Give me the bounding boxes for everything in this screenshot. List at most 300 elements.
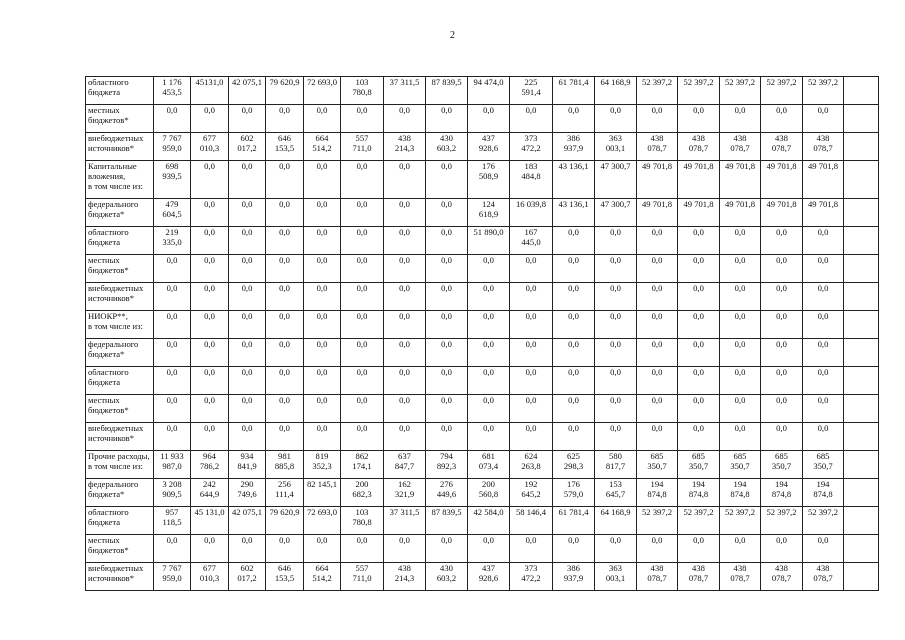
row-label-line: Прочие расходы,	[88, 451, 150, 461]
table-cell	[595, 283, 637, 311]
cell-value: 0,0	[399, 283, 410, 293]
table-cell	[266, 283, 304, 311]
cell-value: 449,6	[436, 489, 457, 499]
cell-value: 0,0	[316, 199, 328, 209]
table-cell	[384, 255, 426, 283]
table-cell	[678, 133, 720, 161]
table-cell	[761, 535, 803, 563]
table-cell	[191, 133, 229, 161]
cell-value: 176	[482, 161, 495, 171]
row-label	[86, 227, 154, 255]
table-cell	[553, 451, 595, 479]
table-cell	[720, 563, 761, 591]
table-cell	[426, 283, 468, 311]
table-cell	[191, 105, 229, 133]
table-cell	[510, 105, 553, 133]
table-cell	[426, 479, 468, 507]
cell-value: 49 701,8	[766, 161, 797, 171]
row-label-line: местных	[88, 255, 120, 265]
cell-value: 37 311,5	[389, 507, 420, 517]
cell-value: 200	[482, 479, 495, 489]
table-cell	[154, 199, 191, 227]
table-cell	[468, 395, 510, 423]
cell-value: 874,8	[647, 489, 667, 499]
table-cell	[720, 105, 761, 133]
cell-value: 225	[524, 77, 538, 87]
table-cell	[510, 563, 553, 591]
row-label-line: в том числе из:	[88, 181, 143, 191]
table-row	[86, 227, 879, 255]
cell-value: 64 168,9	[600, 507, 631, 517]
cell-value: 0,0	[441, 367, 452, 377]
cell-value: 078,7	[771, 573, 792, 583]
table-cell	[761, 423, 803, 451]
cell-value: 0,0	[279, 311, 290, 321]
cell-value: 0,0	[399, 535, 410, 545]
table-cell	[266, 563, 304, 591]
table-cell	[154, 311, 191, 339]
table-cell	[341, 479, 384, 507]
cell-value: 0,0	[241, 535, 253, 545]
cell-value: 0,0	[610, 283, 621, 293]
cell-value: 0,0	[610, 311, 621, 321]
cell-value: 0,0	[241, 311, 253, 321]
table-cell	[595, 507, 637, 535]
cell-value: 0,0	[525, 105, 537, 115]
cell-value: 87 839,5	[431, 507, 462, 517]
cell-value: 0,0	[734, 367, 746, 377]
table-cell	[761, 133, 803, 161]
row-label-line: источников*	[88, 143, 135, 153]
cell-value: 964	[203, 451, 216, 461]
cell-value: 42 075,1	[231, 77, 263, 87]
cell-value: 685	[650, 451, 664, 461]
table-cell	[266, 395, 304, 423]
table-cell	[341, 339, 384, 367]
cell-value: 276	[440, 479, 453, 489]
table-cell	[304, 451, 341, 479]
cell-value: 0,0	[166, 311, 178, 321]
table-cell	[468, 161, 510, 199]
table-cell	[720, 535, 761, 563]
cell-value: 162	[398, 479, 411, 489]
cell-value: 0,0	[316, 161, 328, 171]
cell-value: 0,0	[525, 535, 537, 545]
cell-value: 0,0	[204, 227, 215, 237]
table-cell	[637, 77, 678, 105]
cell-value: 928,6	[478, 573, 499, 583]
table-cell	[229, 563, 266, 591]
table-cell	[229, 423, 266, 451]
cell-value: 987,0	[162, 461, 182, 471]
table-cell	[510, 507, 553, 535]
table-cell	[761, 255, 803, 283]
cell-value: 937,9	[563, 143, 584, 153]
cell-value: 957	[165, 507, 179, 517]
cell-value: 0,0	[525, 339, 537, 349]
cell-value: 373	[524, 133, 538, 143]
table-cell	[553, 161, 595, 199]
table-cell	[191, 423, 229, 451]
cell-value: 0,0	[568, 255, 579, 265]
table-cell	[384, 199, 426, 227]
table-cell	[637, 255, 678, 283]
row-label-line: бюджета*	[88, 209, 125, 219]
table-cell	[191, 507, 229, 535]
row-label-line: федерального	[88, 479, 139, 489]
table-cell	[341, 563, 384, 591]
cell-value: 0,0	[610, 339, 621, 349]
page-number: 2	[450, 30, 455, 41]
table-cell	[384, 283, 426, 311]
table-cell	[844, 507, 879, 535]
cell-value: 335,0	[162, 237, 182, 247]
table-cell	[510, 133, 553, 161]
table-cell	[341, 283, 384, 311]
table-cell	[510, 199, 553, 227]
cell-value: 0,0	[817, 255, 829, 265]
cell-value: 0,0	[693, 283, 704, 293]
table-cell	[553, 77, 595, 105]
cell-value: 0,0	[241, 199, 253, 209]
table-cell	[595, 339, 637, 367]
cell-value: 0,0	[651, 395, 663, 405]
table-cell	[341, 367, 384, 395]
cell-value: 557	[355, 563, 369, 573]
cell-value: 0,0	[776, 339, 787, 349]
row-label-line: бюджетов*	[88, 545, 129, 555]
cell-value: 438	[816, 563, 830, 573]
table-cell	[468, 507, 510, 535]
cell-value: 017,2	[237, 143, 257, 153]
cell-value: 0,0	[693, 395, 704, 405]
cell-value: 7 767	[162, 133, 182, 143]
row-label	[86, 423, 154, 451]
cell-value: 698	[165, 161, 179, 171]
row-label-line: бюджета*	[88, 489, 125, 499]
table-cell	[304, 255, 341, 283]
table-cell	[761, 227, 803, 255]
cell-value: 0,0	[356, 227, 368, 237]
table-cell	[341, 507, 384, 535]
cell-value: 0,0	[651, 105, 663, 115]
cell-value: 0,0	[568, 339, 579, 349]
table-cell	[803, 423, 844, 451]
cell-value: 0,0	[316, 535, 328, 545]
table-cell	[637, 507, 678, 535]
cell-value: 0,0	[441, 311, 452, 321]
table-cell	[154, 283, 191, 311]
cell-value: 0,0	[316, 283, 328, 293]
table-cell	[803, 479, 844, 507]
cell-value: 42 584,0	[473, 507, 504, 517]
table-cell	[678, 199, 720, 227]
cell-value: 1 176	[162, 77, 182, 87]
cell-value: 078,7	[647, 573, 667, 583]
cell-value: 0,0	[651, 255, 663, 265]
cell-value: 0,0	[483, 423, 494, 433]
cell-value: 153	[609, 479, 622, 489]
table-cell	[384, 339, 426, 367]
cell-value: 437	[482, 133, 495, 143]
cell-value: 0,0	[204, 311, 215, 321]
cell-value: 0,0	[734, 395, 746, 405]
table-cell	[229, 133, 266, 161]
row-label	[86, 563, 154, 591]
table-cell	[229, 77, 266, 105]
table-row	[86, 451, 879, 479]
cell-value: 0,0	[568, 395, 579, 405]
table-cell	[761, 451, 803, 479]
cell-value: 256	[278, 479, 291, 489]
cell-value: 874,8	[688, 489, 709, 499]
table-cell	[510, 161, 553, 199]
table-cell	[761, 563, 803, 591]
cell-value: 174,1	[352, 461, 372, 471]
cell-value: 0,0	[356, 283, 368, 293]
table-cell	[304, 311, 341, 339]
table-cell	[678, 283, 720, 311]
table-cell	[266, 311, 304, 339]
table-cell	[510, 283, 553, 311]
cell-value: 0,0	[399, 395, 410, 405]
cell-value: 153,5	[274, 573, 295, 583]
cell-value: 0,0	[441, 423, 452, 433]
table-cell	[553, 255, 595, 283]
cell-value: 472,2	[521, 143, 541, 153]
cell-value: 0,0	[441, 161, 452, 171]
cell-value: 194	[816, 479, 830, 489]
row-label-line: в том числе из:	[88, 461, 143, 471]
table-cell	[720, 339, 761, 367]
row-label	[86, 105, 154, 133]
table-cell	[595, 227, 637, 255]
cell-value: 0,0	[568, 283, 579, 293]
table-cell	[803, 283, 844, 311]
table-cell	[304, 339, 341, 367]
table-cell	[553, 339, 595, 367]
table-cell	[720, 283, 761, 311]
cell-value: 79 620,9	[269, 507, 300, 517]
table-row	[86, 367, 879, 395]
table-cell	[384, 395, 426, 423]
cell-value: 0,0	[734, 105, 746, 115]
cell-value: 0,0	[204, 395, 215, 405]
row-label-line: областного	[88, 507, 129, 517]
cell-value: 49 701,8	[724, 161, 756, 171]
cell-value: 194	[650, 479, 664, 489]
table-cell	[553, 563, 595, 591]
cell-value: 0,0	[483, 367, 494, 377]
table-cell	[341, 77, 384, 105]
cell-value: 52 397,2	[683, 507, 714, 517]
table-cell	[229, 339, 266, 367]
cell-value: 0,0	[399, 367, 410, 377]
cell-value: 0,0	[279, 161, 290, 171]
cell-value: 0,0	[693, 367, 704, 377]
cell-value: 0,0	[399, 199, 410, 209]
cell-value: 0,0	[316, 105, 328, 115]
table-cell	[468, 133, 510, 161]
cell-value: 981	[278, 451, 291, 461]
cell-value: 0,0	[693, 105, 704, 115]
cell-value: 078,7	[771, 143, 792, 153]
cell-value: 0,0	[166, 395, 178, 405]
table-cell	[384, 451, 426, 479]
table-cell	[553, 395, 595, 423]
table-cell	[510, 423, 553, 451]
cell-value: 0,0	[734, 311, 746, 321]
table-cell	[553, 199, 595, 227]
table-cell	[229, 479, 266, 507]
table-cell	[229, 535, 266, 563]
table-cell	[510, 367, 553, 395]
row-label	[86, 133, 154, 161]
cell-value: 0,0	[356, 255, 368, 265]
cell-value: 685	[692, 451, 705, 461]
table-cell	[384, 563, 426, 591]
table-cell	[595, 535, 637, 563]
cell-value: 078,7	[688, 573, 709, 583]
cell-value: 0,0	[525, 255, 537, 265]
table-cell	[678, 339, 720, 367]
cell-value: 0,0	[441, 535, 452, 545]
budget-table	[85, 76, 879, 591]
table-cell	[304, 133, 341, 161]
table-cell	[426, 367, 468, 395]
cell-value: 194	[733, 479, 747, 489]
cell-value: 560,8	[478, 489, 499, 499]
table-cell	[595, 479, 637, 507]
table-cell	[266, 227, 304, 255]
row-label	[86, 199, 154, 227]
table-cell	[844, 563, 879, 591]
table-cell	[553, 367, 595, 395]
table-cell	[341, 395, 384, 423]
row-label-line: областного	[88, 367, 129, 377]
table-cell	[678, 395, 720, 423]
table-cell	[803, 133, 844, 161]
cell-value: 0,0	[693, 311, 704, 321]
table-cell	[384, 507, 426, 535]
cell-value: 937,9	[563, 573, 584, 583]
cell-value: 0,0	[316, 423, 328, 433]
cell-value: 64 168,9	[600, 77, 631, 87]
cell-value: 874,8	[771, 489, 792, 499]
cell-value: 579,0	[563, 489, 584, 499]
cell-value: 0,0	[610, 395, 621, 405]
table-cell	[637, 311, 678, 339]
cell-value: 0,0	[356, 339, 368, 349]
cell-value: 0,0	[441, 283, 452, 293]
table-cell	[595, 105, 637, 133]
cell-value: 0,0	[241, 367, 253, 377]
table-row	[86, 161, 879, 199]
table-cell	[803, 339, 844, 367]
table-cell	[468, 479, 510, 507]
row-label	[86, 451, 154, 479]
table-cell	[510, 77, 553, 105]
cell-value: 0,0	[241, 283, 253, 293]
table-cell	[803, 395, 844, 423]
row-label-line: бюджета	[88, 377, 121, 387]
cell-value: 0,0	[568, 367, 579, 377]
cell-value: 078,7	[647, 143, 667, 153]
cell-value: 0,0	[483, 255, 494, 265]
cell-value: 58 146,4	[515, 507, 547, 517]
cell-value: 0,0	[776, 311, 787, 321]
table-cell	[637, 535, 678, 563]
cell-value: 124	[482, 199, 495, 209]
cell-value: 017,2	[237, 573, 257, 583]
table-cell	[304, 395, 341, 423]
row-label-line: внебюджетных	[88, 133, 144, 143]
table-cell	[803, 563, 844, 591]
cell-value: 49 701,8	[683, 161, 714, 171]
table-cell	[154, 367, 191, 395]
cell-value: 646	[278, 563, 291, 573]
table-cell	[637, 199, 678, 227]
table-cell	[304, 199, 341, 227]
cell-value: 003,1	[605, 143, 626, 153]
cell-value: 078,7	[813, 143, 833, 153]
table-cell	[637, 395, 678, 423]
cell-value: 0,0	[279, 535, 290, 545]
cell-value: 438	[398, 563, 411, 573]
row-label-line: областного	[88, 77, 129, 87]
row-label-line: бюджета	[88, 517, 121, 527]
cell-value: 0,0	[651, 283, 663, 293]
row-label-line: бюджетов*	[88, 115, 129, 125]
cell-value: 618,9	[478, 209, 499, 219]
cell-value: 664	[315, 133, 329, 143]
table-cell	[637, 161, 678, 199]
table-cell	[154, 105, 191, 133]
table-cell	[266, 339, 304, 367]
table-cell	[341, 255, 384, 283]
cell-value: 0,0	[204, 105, 215, 115]
cell-value: 909,5	[162, 489, 182, 499]
table-cell	[468, 77, 510, 105]
table-cell	[426, 507, 468, 535]
table-cell	[229, 105, 266, 133]
cell-value: 47 300,7	[600, 161, 631, 171]
table-cell	[384, 133, 426, 161]
row-label-line: источников*	[88, 573, 135, 583]
table-cell	[678, 77, 720, 105]
cell-value: 862	[355, 451, 369, 461]
cell-value: 45 131,0	[194, 507, 225, 517]
cell-value: 0,0	[734, 227, 746, 237]
cell-value: 0,0	[166, 423, 178, 433]
cell-value: 363	[609, 133, 622, 143]
table-row	[86, 479, 879, 507]
table-cell	[468, 255, 510, 283]
table-cell	[637, 367, 678, 395]
cell-value: 103	[355, 77, 369, 87]
cell-value: 42 075,1	[231, 507, 263, 517]
cell-value: 682,3	[352, 489, 372, 499]
cell-value: 72 693,0	[306, 507, 338, 517]
cell-value: 0,0	[441, 199, 452, 209]
cell-value: 0,0	[734, 339, 746, 349]
table-cell	[426, 535, 468, 563]
cell-value: 7 767	[162, 563, 182, 573]
table-cell	[191, 311, 229, 339]
table-cell	[720, 133, 761, 161]
table-cell	[720, 77, 761, 105]
cell-value: 514,2	[312, 143, 332, 153]
